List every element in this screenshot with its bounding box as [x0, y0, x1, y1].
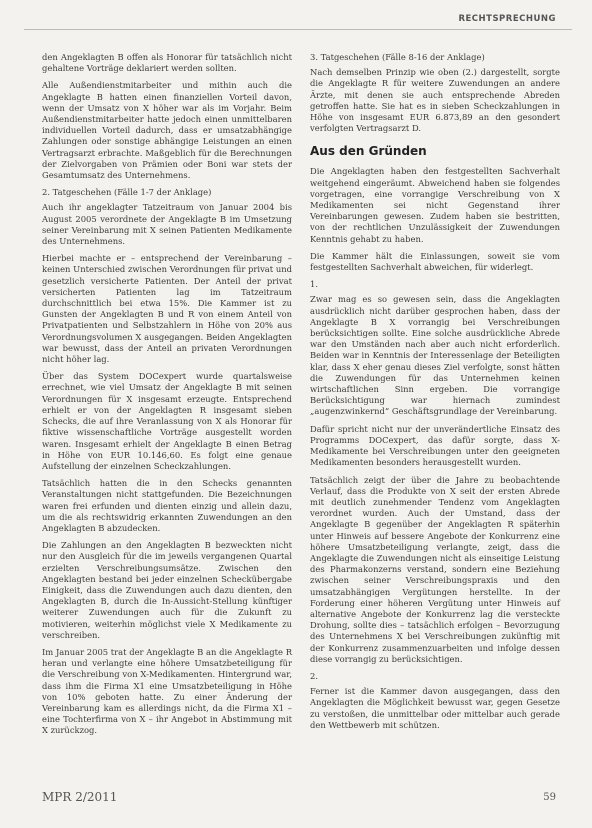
section-heading: Aus den Gründen	[310, 144, 427, 159]
paragraph: Die Zahlungen an den Angeklagten B bezweckten nicht nur den Ausgleich für die im jeweils vergangenen Quartal erzielten Verschreibungsumsätze. Zwischen den Angeklagten bestand bei jeder einzelnen Scheckübergabe Einigkeit, dass die Zuwendungen auch dazu dienten, den Angeklagten B, durch die In-Aussicht-Stellung künftiger weiterer Zuwendungen auch für die Zukunft zu motivieren, weiterhin möglichst viele X Medikamente zu verschreiben.	[42, 540, 292, 640]
header-rule	[24, 29, 572, 30]
header-section-label: RECHTSPRECHUNG	[458, 14, 556, 24]
paragraph: Im Januar 2005 trat der Angeklagte B an die Angeklagte R heran und verlangte eine höhere Umsatzbeteiligung für die Verschreibung von X-Medikamenten. Hintergrund war, dass ihm die Firma X1 eine Umsatzbeteiligung in Höhe von 10% geboten hatte. Zu einer Änderung der Vereinbarung kam es allerdings nicht, da die Firma X1 – eine Tochterfirma von X – ihr Angebot in Abstimmung mit X zurückzog.	[42, 646, 292, 736]
footer-journal: MPR 2/2011	[42, 790, 118, 804]
subsection-label: 1.	[310, 279, 318, 290]
paragraph: Über das System DOCexpert wurde quartalsweise errechnet, wie viel Umsatz der Angeklagte B mit seinen Verordnungen für X insgesamt erzeugte. Entsprechend erhielt er von der Angeklagten R insgesamt sieben Schecks, die auf ihre Veranlassung von X als Honorar für fiktive wissenschaftliche Vorträge ausgestellt worden waren. Insgesamt erhielt der Angeklagte B einen Betrag in Höhe von EUR 10.146,60. Es folgt eine genaue Aufstellung der einzelnen Scheckzahlungen.	[42, 371, 292, 471]
paragraph: Tatsächlich zeigt der über die Jahre zu beobachtende Verlauf, dass die Produkte von X seit der ersten Abrede mit deutlich zunehmender Tendenz vom Angeklagten verordnet wurden. Auch der Umstand, dass der Angeklagte B gegenüber der Angeklagten R späterhin unter Hinweis auf bessere Angebote der Konkurrenz eine höhere Umsatzbeteiligung verlangte, zeigt, dass die Angeklagte die Zuwendungen nicht als einseitige Leistung des Pharmakonzerns verstand, sondern eine Beziehung zwischen seiner Verschreibungspraxis und den umsatzabhängigen Vergütungen herstellte. In der Forderung einer höheren Vergütung unter Hinweis auf alternative Angebote der Konkurrenz lag die versteckte Drohung, sollte dies – tatsächlich erfolgen – Bevorzugung des Unternehmens X bei Verschreibungen zukünftig mit der Konkurrenz zusammenzuarbeiten und infolge dessen diese vorrangig zu berücksichtigen.	[310, 474, 560, 664]
paragraph: Auch ihr angeklagter Tatzeitraum von Januar 2004 bis August 2005 verordnete der Angeklagte B im Umsetzung seiner Vereinbarung mit X seinen Patienten Medikamente des Unternehmens.	[42, 202, 292, 247]
right-column	[310, 52, 560, 737]
paragraph: Die Angeklagten haben den festgestellten Sachverhalt weitgehend eingeräumt. Abweichend haben sie folgendes vorgetragen, eine vorrangige Verschreibung von X Medikamenten sei nicht Gegenstand ihrer Vereinbarungen gewesen. Zudem haben sie bestritten, von der rechtlichen Unzulässigkeit der Zuwendungen Kenntnis gehabt zu haben.	[310, 166, 560, 244]
left-column	[42, 52, 292, 743]
paragraph: Ferner ist die Kammer davon ausgegangen, dass den Angeklagten die Möglichkeit bewusst war, gegen Gesetze zu verstoßen, die unmittelbar oder mittelbar auch gerade den Wettbewerb mit schützen.	[310, 686, 560, 730]
paragraph: Tatsächlich hatten die in den Schecks genannten Veranstaltungen nicht stattgefunden. Die Bezeichnungen waren frei erfunden und dienten einzig und allein dazu, um die als rechtswidrig erkannten Zuwendungen an den Angeklagten B abzudecken.	[42, 478, 292, 533]
subsection-label: 3. Tatgeschehen (Fälle 8-16 der Anklage)	[310, 52, 485, 62]
subsection-label: 2. Tatgeschehen (Fälle 1-7 der Anklage)	[42, 187, 212, 198]
paragraph: Alle Außendienstmitarbeiter und mithin auch die Angeklagte B hatten einen finanziellen Vorteil davon, wenn der Umsatz von X höher war als im Vorjahr. Beim Außendienstmitarbeiter hatte jedoch einen unmittelbaren individuellen Vorteil dadurch, dass er umsatzabhängige Zahlungen oder sonstige abhängige Leistungen an einen Vertragsarzt erbrachte. Maßgeblich für die Berechnungen der Zielvorgaben von Prämien oder Boni war stets der Gesamtumsatz des Unternehmens.	[42, 80, 292, 181]
paragraph: Dafür spricht nicht nur der unverändertliche Einsatz des Programms DOCexpert, das dafür sorgte, dass X-Medikamente bei Verschreibungen unter den geeigneten Medikamenten besonders herausgestellt wurden.	[310, 423, 560, 468]
paragraph: den Angeklagten B offen als Honorar für tatsächlich nicht gehaltene Vorträge deklariert werden sollten.	[42, 52, 292, 74]
paragraph: Zwar mag es so gewesen sein, dass die Angeklagten ausdrücklich nicht darüber gesprochen haben, dass der Angeklagte B X vorrangig bei Verschreibungen berücksichtigen sollte. Eine solche ausdrückliche Abrede war den Umständen nach aber auch nicht erforderlich. Beiden war in Kenntnis der Interessenlage der Beteiligten klar, dass X eher genau dieses Ziel verfolgte, sonst hätten die Zuwendungen für das Unternehmen keinen wirtschaftlichen Sinn ergeben. Die vorrangige Berücksichtigung war hiernach zumindest „augenzwinkernd“ Geschäftsgrundlage der Vereinbarung.	[310, 294, 560, 417]
paragraph: Hierbei machte er – entsprechend der Vereinbarung – keinen Unterschied zwischen Verordnungen für privat und gesetzlich versicherte Patienten. Der Anteil der privat versicherten Patienten lag im Tatzeitraum durchschnittlich bei etwa 15%. Die Kammer ist zu Gunsten der Angeklagten B und R von einem Anteil von Privatpatienten und Selbstzahlern in Höhe von 20% aus Verordnungsvolumen X ausgegangen. Beiden Angeklagten war bewusst, dass der Anteil an privaten Verordnungen nicht höher lag.	[42, 253, 292, 365]
footer-page-number: 59	[543, 792, 556, 803]
subsection-label: 2.	[310, 670, 318, 681]
paragraph: Die Kammer hält die Einlassungen, soweit sie vom festgestellten Sachverhalt abweichen, für widerlegt.	[310, 250, 560, 273]
paragraph: Nach demselben Prinzip wie oben (2.) dargestellt, sorgte die Angeklagte R für weitere Zuwendungen an andere Ärzte, mit denen sie auch entsprechende Abreden getroffen hatte. Sie hat es in sieben Scheckzahlungen in Höhe von insgesamt EUR 6.873,89 an den gesondert verfolgten Vertragsarzt D.	[310, 67, 560, 134]
